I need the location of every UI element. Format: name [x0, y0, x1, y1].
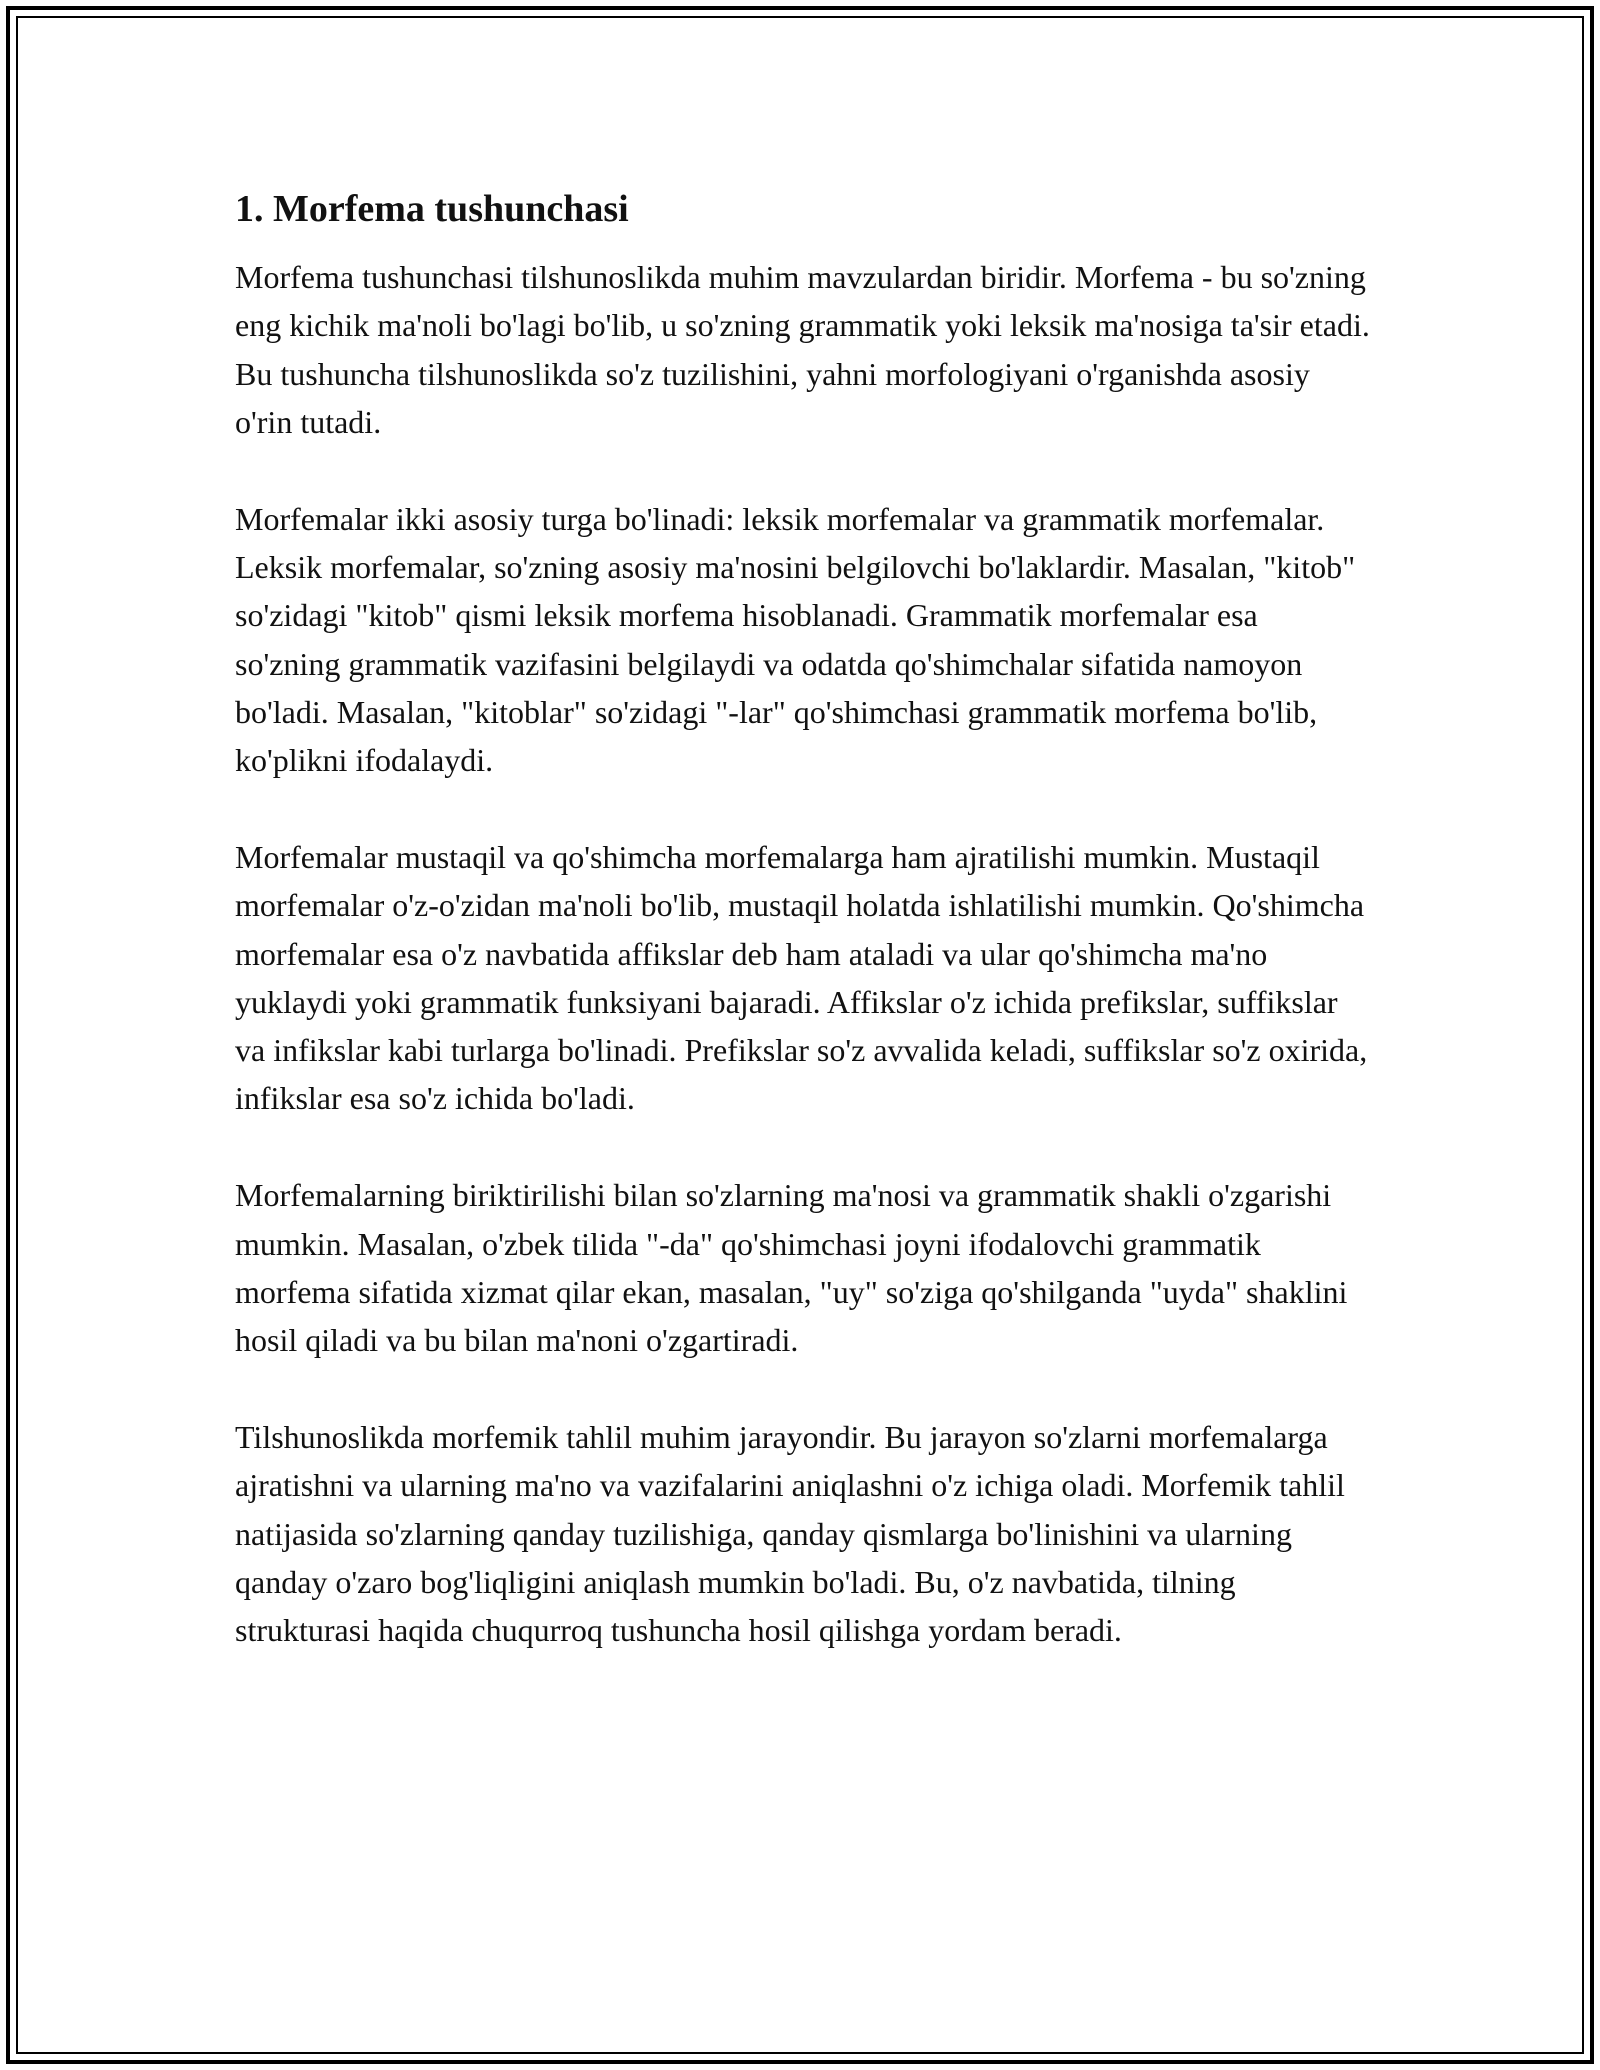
paragraph-2: Morfemalar ikki asosiy turga bo'linadi: leksik morfemalar va grammatik morfemalar. Leksik morfemalar, so'zning asosiy ma'nosini belgilovchi bo'laklardir. Masalan, "kitob" so'zidagi "kitob" qismi leksik morfema hisoblanadi. Grammatik morfemalar esa so'zning grammatik vazifasini belgilaydi va odatda qo'shimchalar sifatida namoyon bo'ladi. Masalan, "kitoblar" so'zidagi "-lar" qo'shimchasi grammatik morfema bo'lib, ko'plikni ifodalaydi.: [235, 500, 1356, 779]
paragraph-4: Morfemalarning biriktirilishi bilan so'zlarning ma'nosi va grammatik shakli o'zgarishi mumkin. Masalan, o'zbek tilida "-da" qo'shimchasi joyni ifodalovchi grammatik morfema sifatida xizmat qilar ekan, masalan, "uy" so'ziga qo'shilganda "uyda" shaklini hosil qiladi va bu bilan ma'noni o'zgartiradi.: [235, 1177, 1348, 1359]
paragraph-5: Tilshunoslikda morfemik tahlil muhim jarayondir. Bu jarayon so'zlarni morfemalarga ajratishni va ularning ma'no va vazifalarini aniqlashni o'z ichiga oladi. Morfemik tahlil natijasida so'zlarning qanday tuzilishiga, qanday qismlarga bo'linishini va ularning qanday o'zaro bog'liqligini aniqlash mumkin bo'ladi. Bu, o'z navbatida, tilning strukturasi haqida chuqurroq tushuncha hosil qilishga yordam beradi.: [235, 1418, 1345, 1649]
section-heading: 1. Morfema tushunchasi: [235, 188, 629, 230]
document-content: [235, 183, 1370, 1703]
paragraph-1: Morfema tushunchasi tilshunoslikda muhim mavzulardan biridir. Morfema - bu so'zning eng kichik ma'noli bo'lagi bo'lib, u so'zning grammatik yoki leksik ma'nosiga ta'sir etadi. Bu tushuncha tilshunoslikda so'z tuzilishini, yahni morfologiyani o'rganishda asosiy o'rin tutadi.: [235, 259, 1370, 440]
paragraph-3: Morfemalar mustaqil va qo'shimcha morfemalarga ham ajratilishi mumkin. Mustaqil morfemalar o'z-o'zidan ma'noli bo'lib, mustaqil holatda ishlatilishi mumkin. Qo'shimcha morfemalar esa o'z navbatida affikslar deb ham ataladi va ular qo'shimcha ma'no yuklaydi yoki grammatik funksiyani bajaradi. Affikslar o'z ichida prefikslar, suffikslar va infikslar kabi turlarga bo'linadi. Prefikslar so'z avvalida keladi, suffikslar so'z oxirida, infikslar esa so'z ichida bo'ladi.: [235, 838, 1368, 1117]
